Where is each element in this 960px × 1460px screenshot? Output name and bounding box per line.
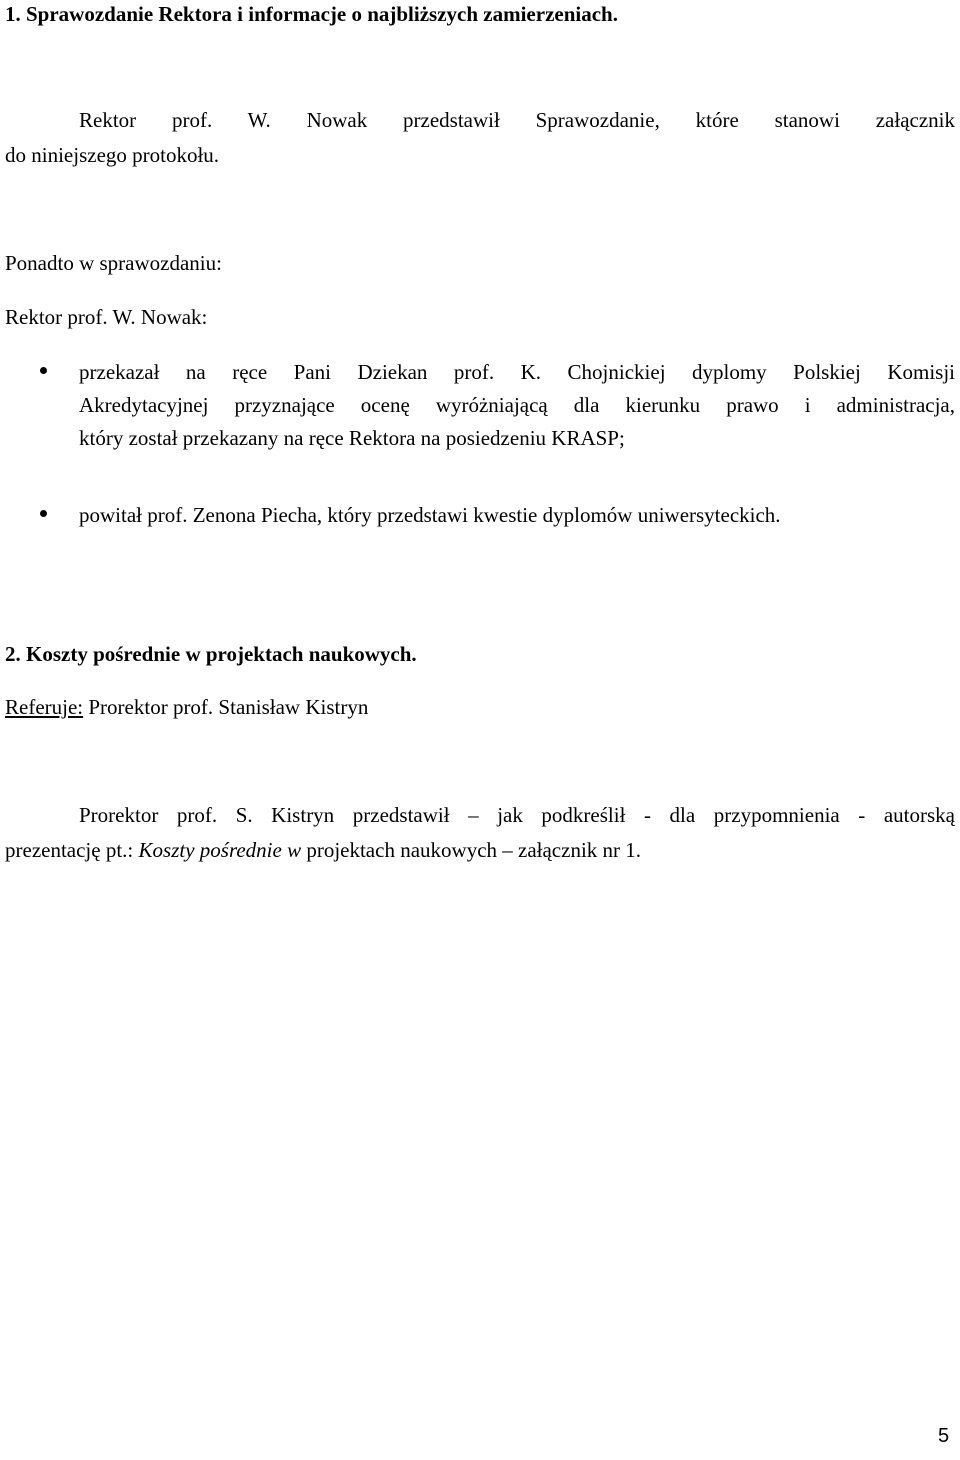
section-1-heading: 1. Sprawozdanie Rektora i informacje o najbliższych zamierzeniach.: [5, 2, 618, 26]
referee-label: Referuje:: [5, 695, 84, 719]
paragraph-2-line-2-start: prezentację pt.:: [5, 838, 139, 862]
bullet-dot-1: [40, 367, 47, 374]
bullet-dot-2: [40, 510, 47, 517]
intro-text: Ponadto w sprawozdaniu:: [5, 251, 222, 275]
referee-name: Prorektor prof. Stanisław Kistryn: [83, 695, 369, 719]
section-2-heading: 2. Koszty pośrednie w projektach naukowych.: [5, 642, 417, 666]
paragraph-2-line-2: [5, 838, 641, 862]
paragraph-2-line-2-italic: Koszty pośrednie w: [138, 838, 302, 862]
paragraph-2-line-1: Prorektor prof. S. Kistryn przedstawił – jak podkreślił - dla przypomnienia - autorską: [79, 803, 955, 827]
referee-line: [5, 695, 368, 719]
paragraph-1-line-2: do niniejszego protokołu.: [5, 143, 220, 167]
bullet-2-text: powitał prof. Zenona Piecha, który przedstawi kwestie dyplomów uniwersyteckich.: [79, 503, 781, 527]
paragraph-1-line-1: Rektor prof. W. Nowak przedstawił Sprawozdanie, które stanowi załącznik: [79, 108, 955, 132]
bullet-1-line-2: Akredytacyjnej przyznające ocenę wyróżniającą dla kierunku prawo i administracja,: [79, 393, 955, 417]
bullet-1-line-1: przekazał na ręce Pani Dziekan prof. K. Chojnickiej dyplomy Polskiej Komisji: [79, 360, 955, 384]
bullet-1-line-3: który został przekazany na ręce Rektora na posiedzeniu KRASP;: [79, 426, 625, 450]
page-number: 5: [938, 1425, 950, 1447]
speaker-label: Rektor prof. W. Nowak:: [5, 305, 208, 329]
paragraph-2-line-2-end: projektach naukowych – załącznik nr 1.: [301, 838, 642, 862]
